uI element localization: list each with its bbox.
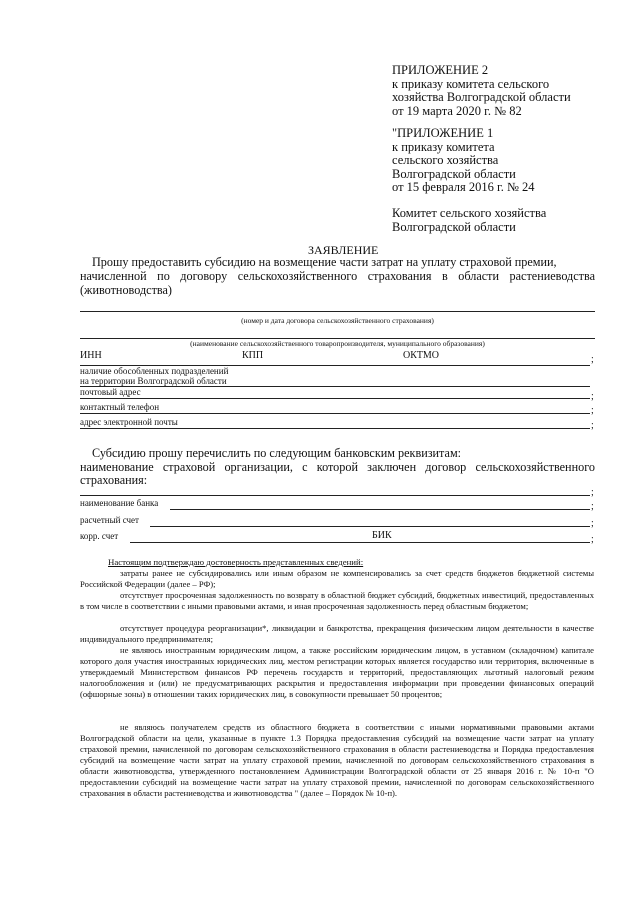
bank-name-label: наименование банка — [80, 498, 159, 508]
insurer-line-2: страхования: — [80, 473, 148, 487]
statement-paragraph: отсутствует процедура реорганизации*, ликвидации и банкротства, прекращения физическим лицом деятельности в качестве индивидуального предпринимателя; — [80, 623, 594, 644]
recipient-line: Комитет сельского хозяйства — [392, 206, 547, 220]
appendix-1-line: к приказу комитета — [392, 139, 495, 154]
semicolon: ; — [591, 420, 594, 431]
appendix-2-line: ПРИЛОЖЕНИЕ 2 — [392, 63, 489, 77]
account-label: расчетный счет — [80, 515, 139, 525]
request-line-2: начисленной по договору сельскохозяйственного страхования в области растениеводства — [80, 269, 595, 283]
bank-name-field-line[interactable] — [170, 509, 590, 510]
request-line-1: Прошу предоставить субсидию на возмещение части затрат на уплату страховой премии, — [92, 255, 557, 269]
appendix-1-line: Волгоградской области — [392, 166, 516, 181]
semicolon: ; — [591, 518, 594, 529]
corr-account-label: корр. счет — [80, 531, 119, 541]
appendix-2-block — [392, 64, 571, 118]
recipient-block — [392, 207, 546, 234]
postal-field-line[interactable] — [80, 398, 590, 399]
account-field-line[interactable] — [150, 526, 590, 527]
confirm-title: Настоящим подтверждаю достоверность представленных сведений: — [108, 557, 364, 567]
document-title: ЗАЯВЛЕНИЕ — [308, 243, 379, 257]
appendix-2-line: от 19 марта 2020 г. № 82 — [392, 103, 522, 118]
email-label: адрес электронной почты — [80, 417, 178, 427]
inn-label: ИНН — [80, 350, 102, 361]
branches-field-line[interactable] — [80, 386, 590, 387]
phone-label: контактный телефон — [80, 402, 160, 412]
branches-label-1: наличие обособленных подразделений — [80, 366, 229, 376]
semicolon: ; — [591, 354, 594, 365]
phone-field-line[interactable] — [80, 413, 590, 414]
postal-label: почтовый адрес — [80, 387, 141, 397]
appendix-1-line: "ПРИЛОЖЕНИЕ 1 — [392, 126, 494, 140]
semicolon: ; — [591, 501, 594, 512]
semicolon: ; — [591, 391, 594, 402]
branches-label-2: на территории Волгоградской области — [80, 376, 227, 386]
appendix-2-line: к приказу комитета сельского — [392, 76, 550, 91]
contract-caption: (номер и дата договора сельскохозяйственного страхования) — [241, 316, 434, 325]
kpp-label: КПП — [242, 350, 264, 361]
appendix-1-line: сельского хозяйства — [392, 153, 499, 167]
oktmo-label: ОКТМО — [403, 350, 439, 361]
semicolon: ; — [591, 487, 594, 498]
appendix-1-line: от 15 февраля 2016 г. № 24 — [392, 180, 535, 194]
recipient-line: Волгоградской области — [392, 219, 516, 234]
insurer-field-line[interactable] — [80, 495, 590, 496]
appendix-1-block — [392, 127, 535, 195]
bank-intro: Субсидию прошу перечислить по следующим банковским реквизитам: — [92, 446, 462, 460]
statement-paragraph: затраты ранее не субсидировались или иным образом не компенсировались за счет средств бюджетов бюджетной системы Российской Федерации (далее – РФ); — [80, 568, 594, 589]
request-line-3: (животноводства) — [80, 283, 172, 297]
semicolon: ; — [591, 405, 594, 416]
corr-account-field-line[interactable] — [130, 542, 590, 543]
statement-paragraph: не являюсь получателем средств из областного бюджета в соответствии с иными нормативными правовыми актами Волгоградской области на цели, указанные в пункте 1.3 Порядка предоставления субсидий на возмещение части затрат на уплату страховой премии, начисленной по договорам сельскохозяйственного страхования в области растениеводства и Порядка предоставления субсидий на возмещение части затрат на уплату страховой премии, начисленной по договорам сельскохозяйственного страхования в области животноводства, утвержденного постановлением Администрации Волгоградской области от 25 января 2016 г. № 10-п "О предоставлении субсидий на возмещение части затрат на уплату страховой премии, начисленной по договорам сельскохозяйственного страхования в области растениеводства и животноводства " (далее – Порядок № 10-п). — [80, 722, 594, 798]
statement-paragraph: не являюсь иностранным юридическим лицом, а также российским юридическим лицом, в уставном (складочном) капитале которого доля участия иностранных юридических лиц, местом регистрации которых является государство или территория, включенные в утверждаемый Министерством финансов РФ перечень государств и территорий, предоставляющих льготный налоговый режим налогообложения и (или) не предусматривающих раскрытия и предоставления информации при проведении финансовых операций (офшорные зоны) в отношении таких юридических лиц, в совокупности превышает 50 процентов; — [80, 645, 594, 699]
appendix-2-line: хозяйства Волгоградской области — [392, 90, 571, 104]
contract-field-line[interactable] — [80, 311, 595, 312]
semicolon: ; — [591, 534, 594, 545]
email-field-line[interactable] — [80, 428, 590, 429]
statement-paragraph: отсутствует просроченная задолженность по возврату в областной бюджет субсидий, бюджетных инвестиций, предоставленных в том числе в соответствии с иными правовыми актами, и иная просроченная задолженность перед областным бюджетом; — [80, 590, 594, 611]
producer-caption: (наименование сельскохозяйственного товаропроизводителя, муниципального образования) — [190, 339, 485, 348]
insurer-line-1: наименование страховой организации, с которой заключен договор сельскохозяйственного — [80, 460, 595, 474]
bik-label: БИК — [372, 530, 392, 541]
